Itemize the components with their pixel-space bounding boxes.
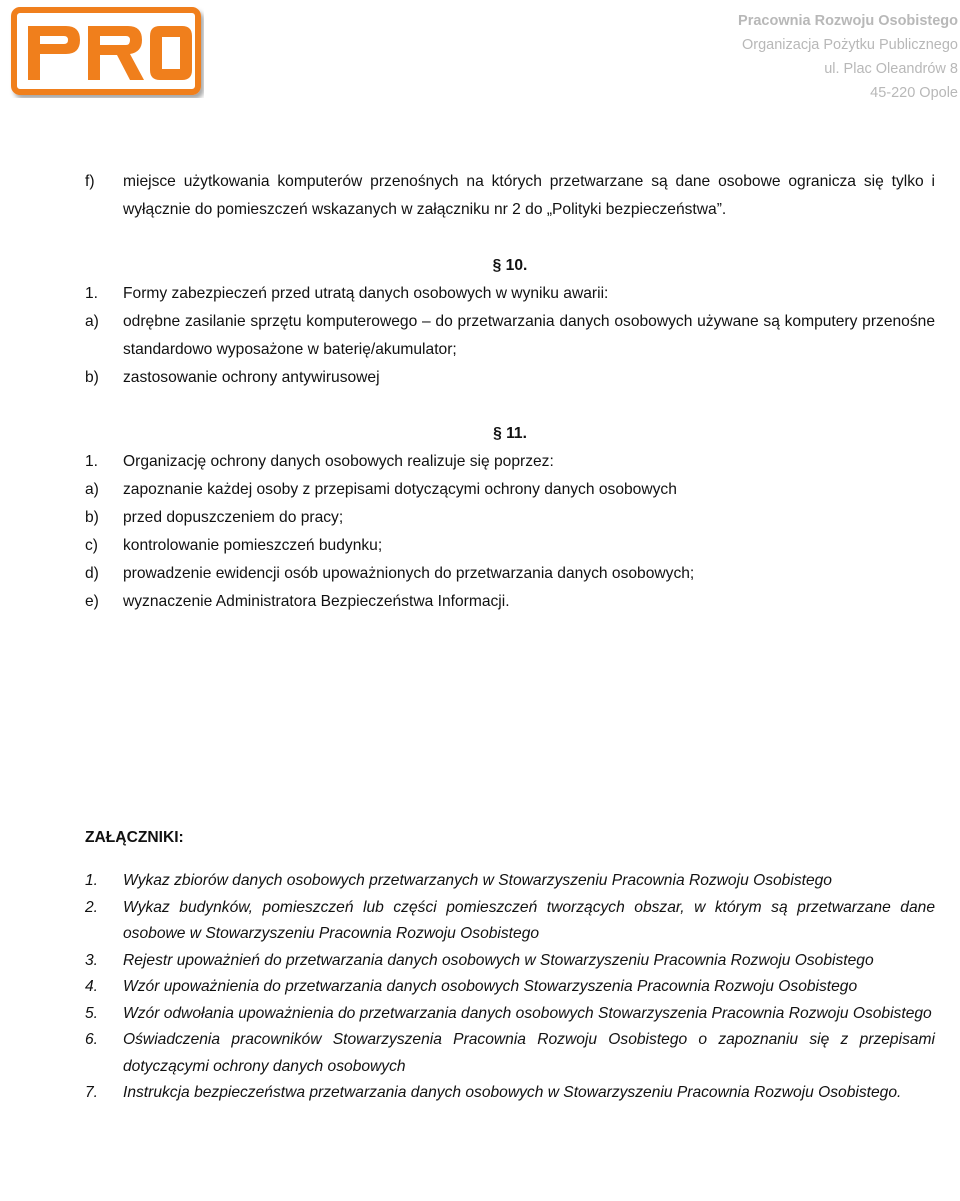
section-11-lead xyxy=(85,448,935,476)
list-item-label: b) xyxy=(85,369,99,386)
list-item-text: zastosowanie ochrony antywirusowej xyxy=(123,369,380,386)
list-item-text: wyznaczenie Administratora Bezpieczeństwa Informacji. xyxy=(123,593,510,610)
list-item-label: b) xyxy=(85,509,99,526)
attachment-label: 4. xyxy=(85,978,99,995)
list-item xyxy=(85,588,935,616)
attachment-label: 3. xyxy=(85,951,99,969)
attachment-text: Wykaz zbiorów danych osobowych przetwarzanych w Stowarzyszeniu Pracownia Rozwoju Osobistego xyxy=(123,872,832,889)
list-item-text: zapoznanie każdej osoby z przepisami dotyczącymi ochrony danych osobowych xyxy=(123,481,677,498)
attachment-item xyxy=(85,895,935,948)
attachment-text: Rejestr upoważnień do przetwarzania danych osobowych w Stowarzyszeniu Pracownia Rozwoju Osobistego xyxy=(123,951,874,969)
attachments-title: ZAŁĄCZNIKI: xyxy=(85,829,184,846)
list-item-label: c) xyxy=(85,537,98,554)
organization-city: 45-220 Opole xyxy=(870,85,958,101)
lead-text: Formy zabezpieczeń przed utratą danych osobowych w wyniku awarii: xyxy=(123,285,609,302)
lead-label: 1. xyxy=(85,453,99,470)
attachment-item xyxy=(85,868,935,895)
list-item-text: prowadzenie ewidencji osób upoważnionych do przetwarzania danych osobowych; xyxy=(123,565,695,582)
attachment-text: Wykaz budynków, pomieszczeń lub części pomieszczeń tworzących obszar, w którym są przetwarzane dane osobowe w Stowarzyszeniu Pracownia Rozwoju Osobistego xyxy=(123,898,935,942)
list-item xyxy=(85,364,935,392)
section-10-lead xyxy=(85,280,935,308)
organization-type: Organizacja Pożytku Publicznego xyxy=(741,37,958,53)
attachments-list xyxy=(85,868,935,1107)
section-title-10: § 10. xyxy=(492,257,528,274)
list-item-label: e) xyxy=(85,593,99,610)
attachment-label: 2. xyxy=(85,898,99,916)
organization-street: ul. Plac Oleandrów 8 xyxy=(824,61,958,77)
attachment-label: 1. xyxy=(85,872,99,889)
attachment-item xyxy=(85,1001,935,1028)
section-title-11: § 11. xyxy=(493,425,527,442)
lead-label: 1. xyxy=(85,285,99,302)
attachment-item xyxy=(85,1027,935,1080)
list-item xyxy=(85,504,935,532)
list-item-label: a) xyxy=(85,481,99,498)
attachment-label: 5. xyxy=(85,1004,99,1022)
list-item xyxy=(85,560,935,588)
list-item-text: odrębne zasilanie sprzętu komputerowego – do przetwarzania danych osobowych używane są komputery przenośne standardowo wyposażone w baterię/akumulator; xyxy=(123,313,935,358)
list-item-text: przed dopuszczeniem do pracy; xyxy=(123,509,344,526)
document-body xyxy=(85,168,935,1107)
attachment-item xyxy=(85,974,935,1001)
list-item xyxy=(85,308,935,364)
list-item-text: kontrolowanie pomieszczeń budynku; xyxy=(123,537,383,554)
list-item xyxy=(85,532,935,560)
list-item-label: d) xyxy=(85,565,99,582)
organization-name: Pracownia Rozwoju Osobistego xyxy=(738,13,958,29)
attachment-label: 7. xyxy=(85,1084,99,1101)
list-item-label: f) xyxy=(85,173,95,190)
list-item-text: miejsce użytkowania komputerów przenośnych na których przetwarzane są dane osobowe ogranicza się tylko i wyłącznie do pomieszczeń wskazanych w załączniku nr 2 do „Polityki bezpieczeństwa”. xyxy=(123,173,935,218)
attachment-item xyxy=(85,948,935,975)
pro-logo xyxy=(8,6,204,98)
lead-text: Organizację ochrony danych osobowych realizuje się poprzez: xyxy=(123,453,554,470)
list-item-f xyxy=(85,168,935,224)
pro-logo-icon xyxy=(8,6,204,98)
attachment-text: Oświadczenia pracowników Stowarzyszenia Pracownia Rozwoju Osobistego o zapoznaniu się z przepisami dotyczącymi ochrony danych osobowych xyxy=(123,1031,935,1075)
attachment-text: Instrukcja bezpieczeństwa przetwarzania danych osobowych w Stowarzyszeniu Pracownia Rozwoju Osobistego. xyxy=(123,1084,902,1101)
attachment-text: Wzór odwołania upoważnienia do przetwarzania danych osobowych Stowarzyszenia Pracownia Rozwoju Osobistego xyxy=(123,1004,932,1022)
attachment-label: 6. xyxy=(85,1031,99,1048)
list-item xyxy=(85,476,935,504)
attachment-item xyxy=(85,1080,935,1107)
attachment-text: Wzór upoważnienia do przetwarzania danych osobowych Stowarzyszenia Pracownia Rozwoju Osobistego xyxy=(123,978,858,995)
list-item-label: a) xyxy=(85,313,99,330)
organization-header xyxy=(738,9,958,105)
